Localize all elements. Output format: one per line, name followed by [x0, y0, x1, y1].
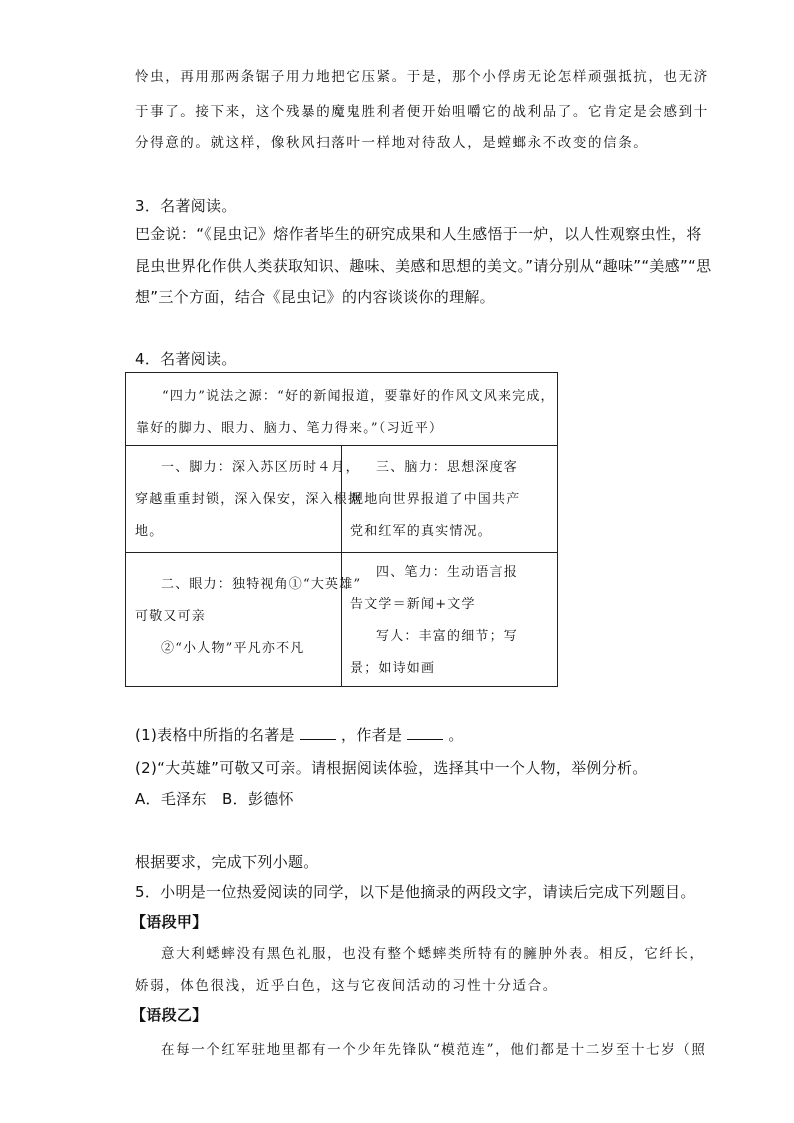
table-cell-foot-power — [126, 446, 363, 553]
table-header-line: 靠好的脚力、眼力、脑力、笔力得来。”（习近平） — [136, 421, 444, 436]
section-intro: 根据要求，完成下列小题。 — [135, 853, 319, 871]
passage-line: 怜虫，再用那两条锯子用力地把它压紧。于是，那个小俘虏无论怎样顽强抵抗，也无济 — [135, 69, 709, 85]
table-header-line: “四力”说法之源：“好的新闻报道，要靠好的作风文风来完成， — [162, 389, 555, 404]
table-cell-line: ②“小人物”平凡亦不凡 — [161, 641, 305, 656]
passage-line: 分得意的。就这样，像秋风扫落叶一样地对待敌人，是螳螂永不改变的信条。 — [135, 135, 649, 151]
question-4-sub2: (2)“大英雄”可敬又可亲。请根据阅读体验，选择其中一个人物，举例分析。 — [135, 759, 648, 777]
question-4-options: A．毛泽东 B．彭德怀 — [135, 790, 294, 808]
sub1-end: 。 — [448, 726, 464, 744]
table-header-cell — [126, 373, 558, 446]
sub1-prefix: (1)表格中所指的名著是 — [135, 726, 295, 744]
table-cell-line: 穿越重重封锁，深入保安，深入根据 — [135, 492, 363, 507]
table-cell-pen-power — [342, 553, 558, 687]
table-cell-brain-power — [342, 446, 558, 553]
table-cell-line: 地。 — [135, 524, 164, 539]
table-cell-line: 可敬又可亲 — [135, 609, 207, 624]
question-3-line: 想”三个方面，结合《昆虫记》的内容谈谈你的理解。 — [135, 288, 495, 306]
sub1-mid: ，作者是 — [341, 726, 403, 744]
para-a-line: 意大利蟋蟀没有黑色礼服，也没有整个蟋蟀类所特有的臃肿外表。相反，它纤长， — [161, 946, 705, 962]
answer-blank-book[interactable] — [300, 725, 336, 740]
question-3-title: 3．名著阅读。 — [135, 197, 237, 215]
question-5-title: 5．小明是一位热爱阅读的同学，以下是他摘录的两段文字，请读后完成下列题目。 — [135, 883, 696, 901]
table-cell-line: 三、脑力：思想深度客 — [376, 460, 519, 475]
question-4-sub1 — [135, 724, 464, 745]
answer-blank-author[interactable] — [407, 725, 443, 740]
table-cell-line: 党和红军的真实情况。 — [350, 524, 493, 539]
para-b-line: 在每一个红军驻地里都有一个少年先锋队“模范连”，他们都是十二岁至十七岁（照 — [161, 1042, 707, 1058]
table-cell-line: 观地向世界报道了中国共产 — [350, 492, 521, 507]
table-cell-line: 告文学＝新闻+文学 — [350, 597, 476, 612]
passage-line: 于事了。接下来，这个残暴的魔鬼胜利者便开始咀嚼它的战利品了。它肯定是会感到十 — [135, 104, 709, 120]
table-cell-line: 一、脚力：深入苏区历时４月， — [161, 460, 360, 475]
four-powers-table — [125, 372, 558, 687]
para-a-line: 娇弱，体色很浅，近乎白色，这与它夜间活动的习性十分适合。 — [135, 978, 558, 994]
table-cell-line: 四、笔力：生动语言报 — [376, 565, 519, 580]
para-a-label: 【语段甲】 — [131, 913, 208, 931]
question-3-line: 巴金说：“《昆虫记》熔作者毕生的研究成果和人生感悟于一炉，以人性观察虫性，将 — [135, 225, 702, 243]
table-cell-line: 写人：丰富的细节；写 — [376, 629, 519, 644]
question-3-line: 昆虫世界化作供人类获取知识、趣味、美感和思想的美文。”请分别从“趣味”“美感”“思 — [135, 257, 712, 275]
question-4-title: 4．名著阅读。 — [135, 350, 237, 368]
table-cell-line: 景；如诗如画 — [350, 661, 436, 676]
table-cell-line: 二、眼力：独特视角①“大英雄” — [161, 577, 362, 592]
table-cell-eye-power — [126, 553, 362, 687]
para-b-label: 【语段乙】 — [131, 1006, 208, 1024]
